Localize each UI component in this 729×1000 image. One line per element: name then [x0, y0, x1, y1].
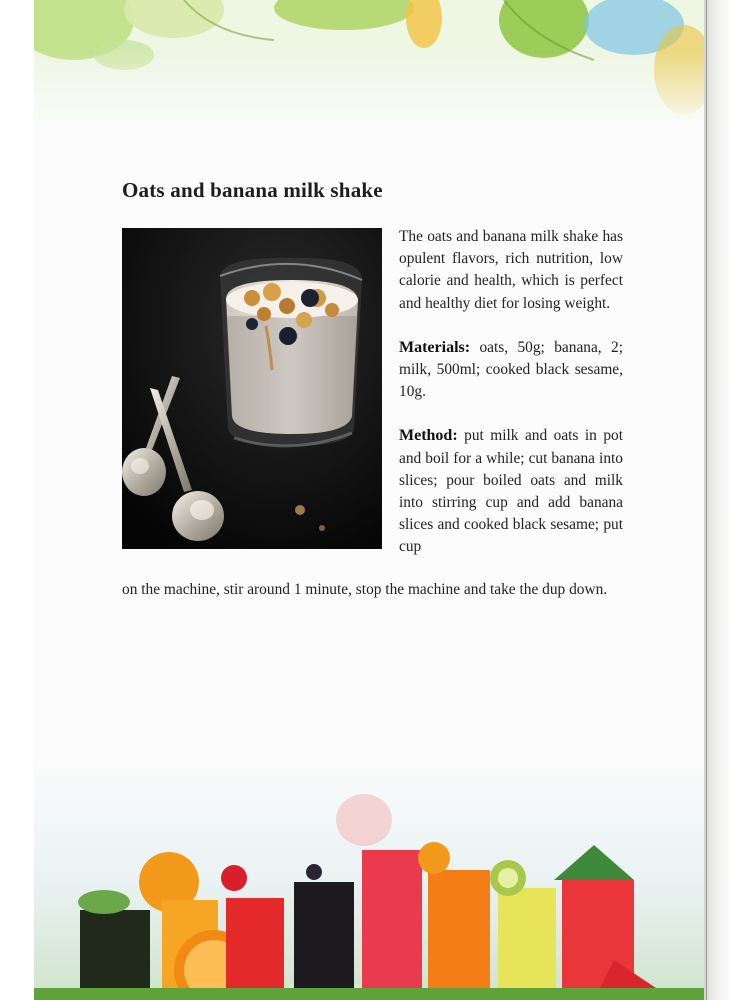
- leaves-fade: [34, 0, 704, 130]
- fruit-juices-decoration: [34, 760, 704, 1000]
- milkshake-photo: [122, 228, 382, 549]
- recipe-method: [399, 425, 623, 558]
- recipe-materials: [399, 337, 623, 404]
- method-continued: on the machine, stir around 1 minute, stop the machine and take the dup down.: [122, 581, 608, 598]
- recipe-title: Oats and banana milk shake: [122, 178, 383, 202]
- scan-left-margin: [0, 0, 34, 1000]
- milkshake-glass-icon: [122, 228, 382, 549]
- method-label: Method:: [399, 427, 458, 445]
- method-text: put milk and oats in pot and boil for a while; cut banana into slices; pour boiled oats and milk into stirring cup and add banana slices and cooked black sesame; put cup: [399, 427, 623, 556]
- scan-right-margin: [704, 0, 729, 1000]
- recipe-intro: The oats and banana milk shake has opulent flavors, rich nutrition, low calorie and health, which is perfect and healthy diet for losing weight.: [399, 228, 623, 312]
- recipe-page: [34, 0, 704, 1000]
- materials-label: Materials:: [399, 338, 471, 356]
- recipe-body: [399, 226, 623, 559]
- materials-text: oats, 50g; banana, 2; milk, 500ml; cooked black sesame, 10g.: [399, 338, 623, 401]
